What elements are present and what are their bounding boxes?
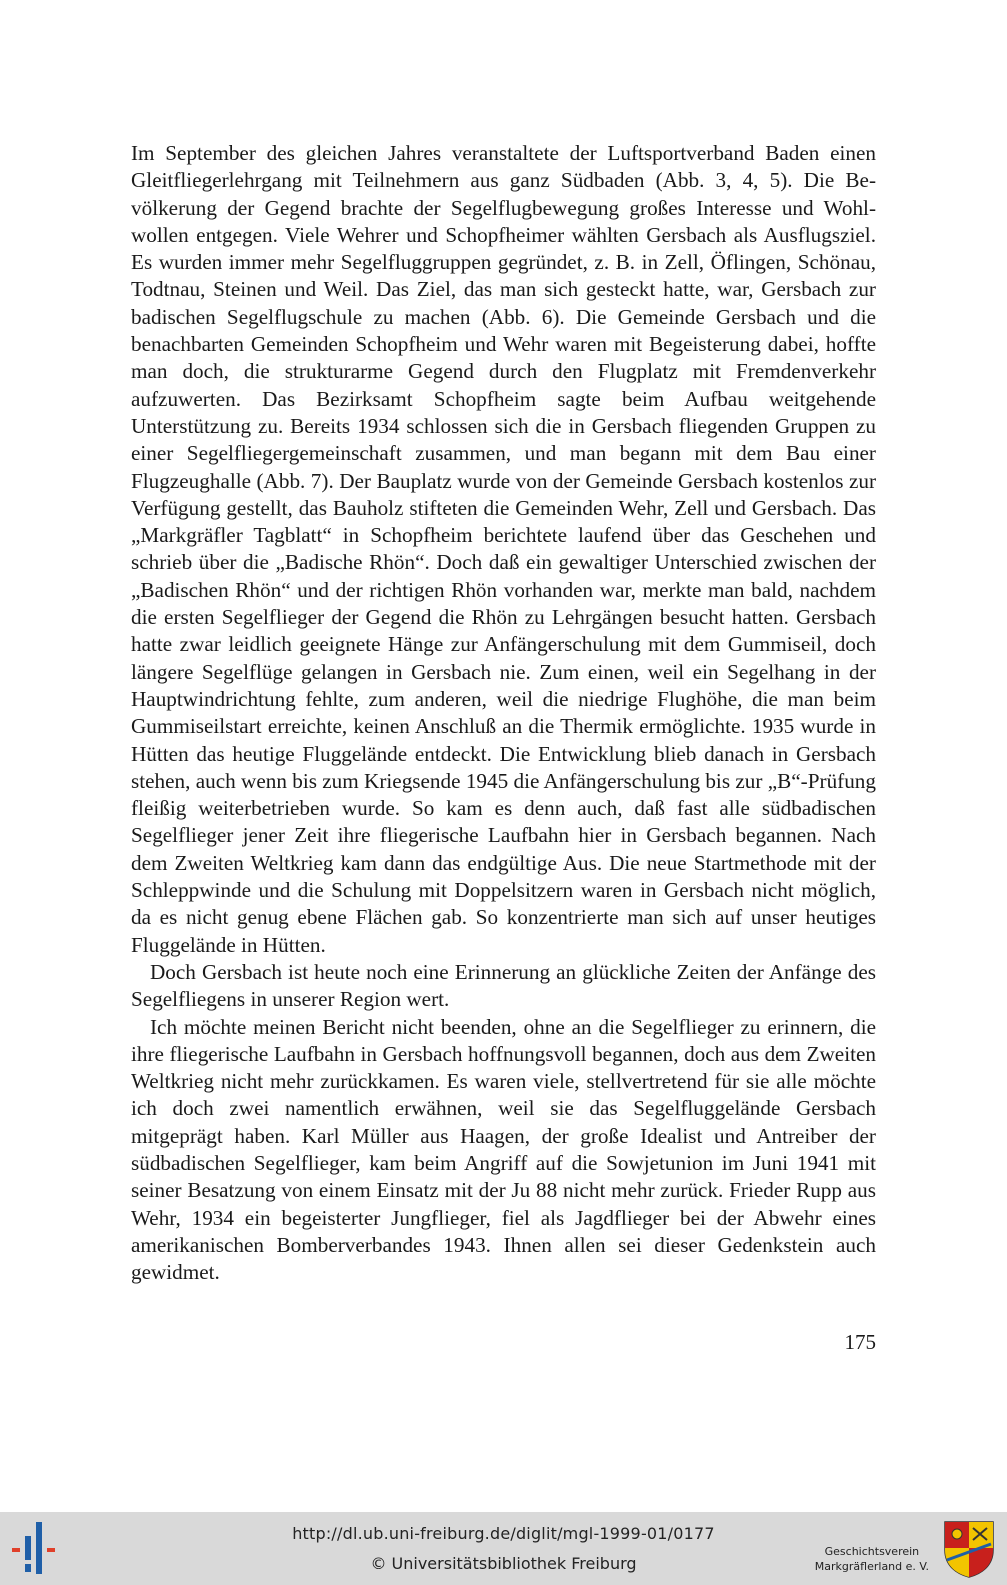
coat-of-arms-icon[interactable] [943, 1520, 995, 1578]
document-url-link[interactable]: http://dl.ub.uni-freiburg.de/diglit/mgl-1999-01/0177 [292, 1524, 715, 1543]
footer-bar [0, 1512, 1007, 1585]
paragraph-2: Doch Gersbach ist heute noch eine Erinnerung an glückliche Zeiten der Anfänge des Segelfliegens in unserer Region wert. [131, 959, 876, 1012]
article-body [131, 140, 876, 1286]
copyright-text: © Universitätsbibliothek Freiburg [370, 1554, 637, 1573]
page-number: 175 [844, 1330, 876, 1354]
society-line-2: Markgräflerland e. V. [814, 1560, 929, 1573]
paragraph-1: Im September des gleichen Jahres veranstaltete der Luftsportverband Baden einen Gleitfliegerlehrgang mit Teilnehmern aus ganz Südbaden (Abb. 3, 4, 5). Die Bevölkerung der Gegend brachte der Segelflugbewegung großes Interesse und Wohlwollen entgegen. Viele Wehrer und Schopfheimer wählten Gersbach als Ausflugsziel. Es wurden immer mehr Segelfluggruppen gegründet, z. B. in Zell, Öflingen, Schönau, Todtnau, Steinen und Weil. Das Ziel, das man sich gesteckt hatte, war, Gersbach zur badischen Segelflugschule zu machen (Abb. 6). Die Gemeinde Gersbach und die benachbarten Gemeinden Schopfheim und Wehr waren mit Begeisterung dabei, hoffte man doch, die strukturarme Gegend durch den Flugplatz mit Fremdenverkehr aufzuwerten. Das Bezirksamt Schopfheim sagte beim Aufbau weitgehende Unterstützung zu. Bereits 1934 schlossen sich die in Gersbach fliegenden Gruppen zu einer Segelfliegergemeinschaft zusammen, und man begann mit dem Bau einer Flugzeughalle (Abb. 7). Der Bauplatz wurde von der Gemeinde Gersbach kostenlos zur Verfügung gestellt, das Bauholz stifteten die Gemeinden Wehr, Zell und Gersbach. Das „Markgräfler Tagblatt“ in Schopfheim berichtete laufend über das Geschehen und schrieb über die „Badische Rhön“. Doch daß ein gewaltiger Unterschied zwischen der „Badischen Rhön“ und der richtigen Rhön vorhanden war, merkte man bald, nachdem die ersten Segelflieger der Gegend die Rhön zu Lehrgängen besucht hatten. Gersbach hatte zwar leidlich geeignete Hänge zur Anfängerschulung mit dem Gummiseil, doch längere Segelflüge gelangen in Gersbach nie. Zum einen, weil ein Segelhang in der Hauptwindrichtung fehlte, zum anderen, weil die niedrige Flughöhe, die man beim Gummiseilstart erreichte, keinen Anschluß an die Thermik ermöglichte. 1935 wurde in Hütten das heutige Fluggelände entdeckt. Die Entwicklung blieb danach in Gersbach stehen, auch wenn bis zum Kriegsende 1945 die Anfängerschulung bis zur „B“-Prüfung fleißig weiterbetrieben wurde. So kam es denn auch, daß fast alle südbadischen Segelflieger jener Zeit ihre fliegerische Laufbahn hier in Gersbach begannen. Nach dem Zweiten Weltkrieg kam dann das endgültige Aus. Die neue Startmethode mit der Schleppwinde und die Schulung mit Doppelsitzern waren in Gersbach nicht möglich, da es nicht genug ebene Flächen gab. So konzentrierte man sich auf unser heutiges Fluggelände in Hütten. [131, 141, 876, 957]
society-name [815, 1544, 929, 1574]
society-line-1: Geschichtsverein [824, 1545, 920, 1558]
paragraph-3: Ich möchte meinen Bericht nicht beenden, ohne an die Segelflieger zu erinnern, die ihre fliegerische Laufbahn in Gersbach hoffnungsvoll begannen, doch aus dem Zweiten Weltkrieg nicht mehr zurückkamen. Es waren viele, stellvertretend für sie alle möchte ich doch zwei namentlich erwähnen, weil sie das Segelfluggelände Gersbach mitgeprägt haben. Karl Müller aus Haagen, der große Idealist und Antreiber der südbadischen Segelflieger, kam beim Angriff auf die Sowjetunion im Juni 1941 mit seiner Besatzung von einem Einsatz mit der Ju 88 nicht mehr zurück. Frieder Rupp aus Wehr, 1934 ein begeisterter Jungflieger, fiel als Jagdflieger bei der Abwehr eines amerikanischen Bomberverbandes 1943. Ihnen allen sei dieser Gedenkstein auch gewidmet. [131, 1014, 876, 1285]
